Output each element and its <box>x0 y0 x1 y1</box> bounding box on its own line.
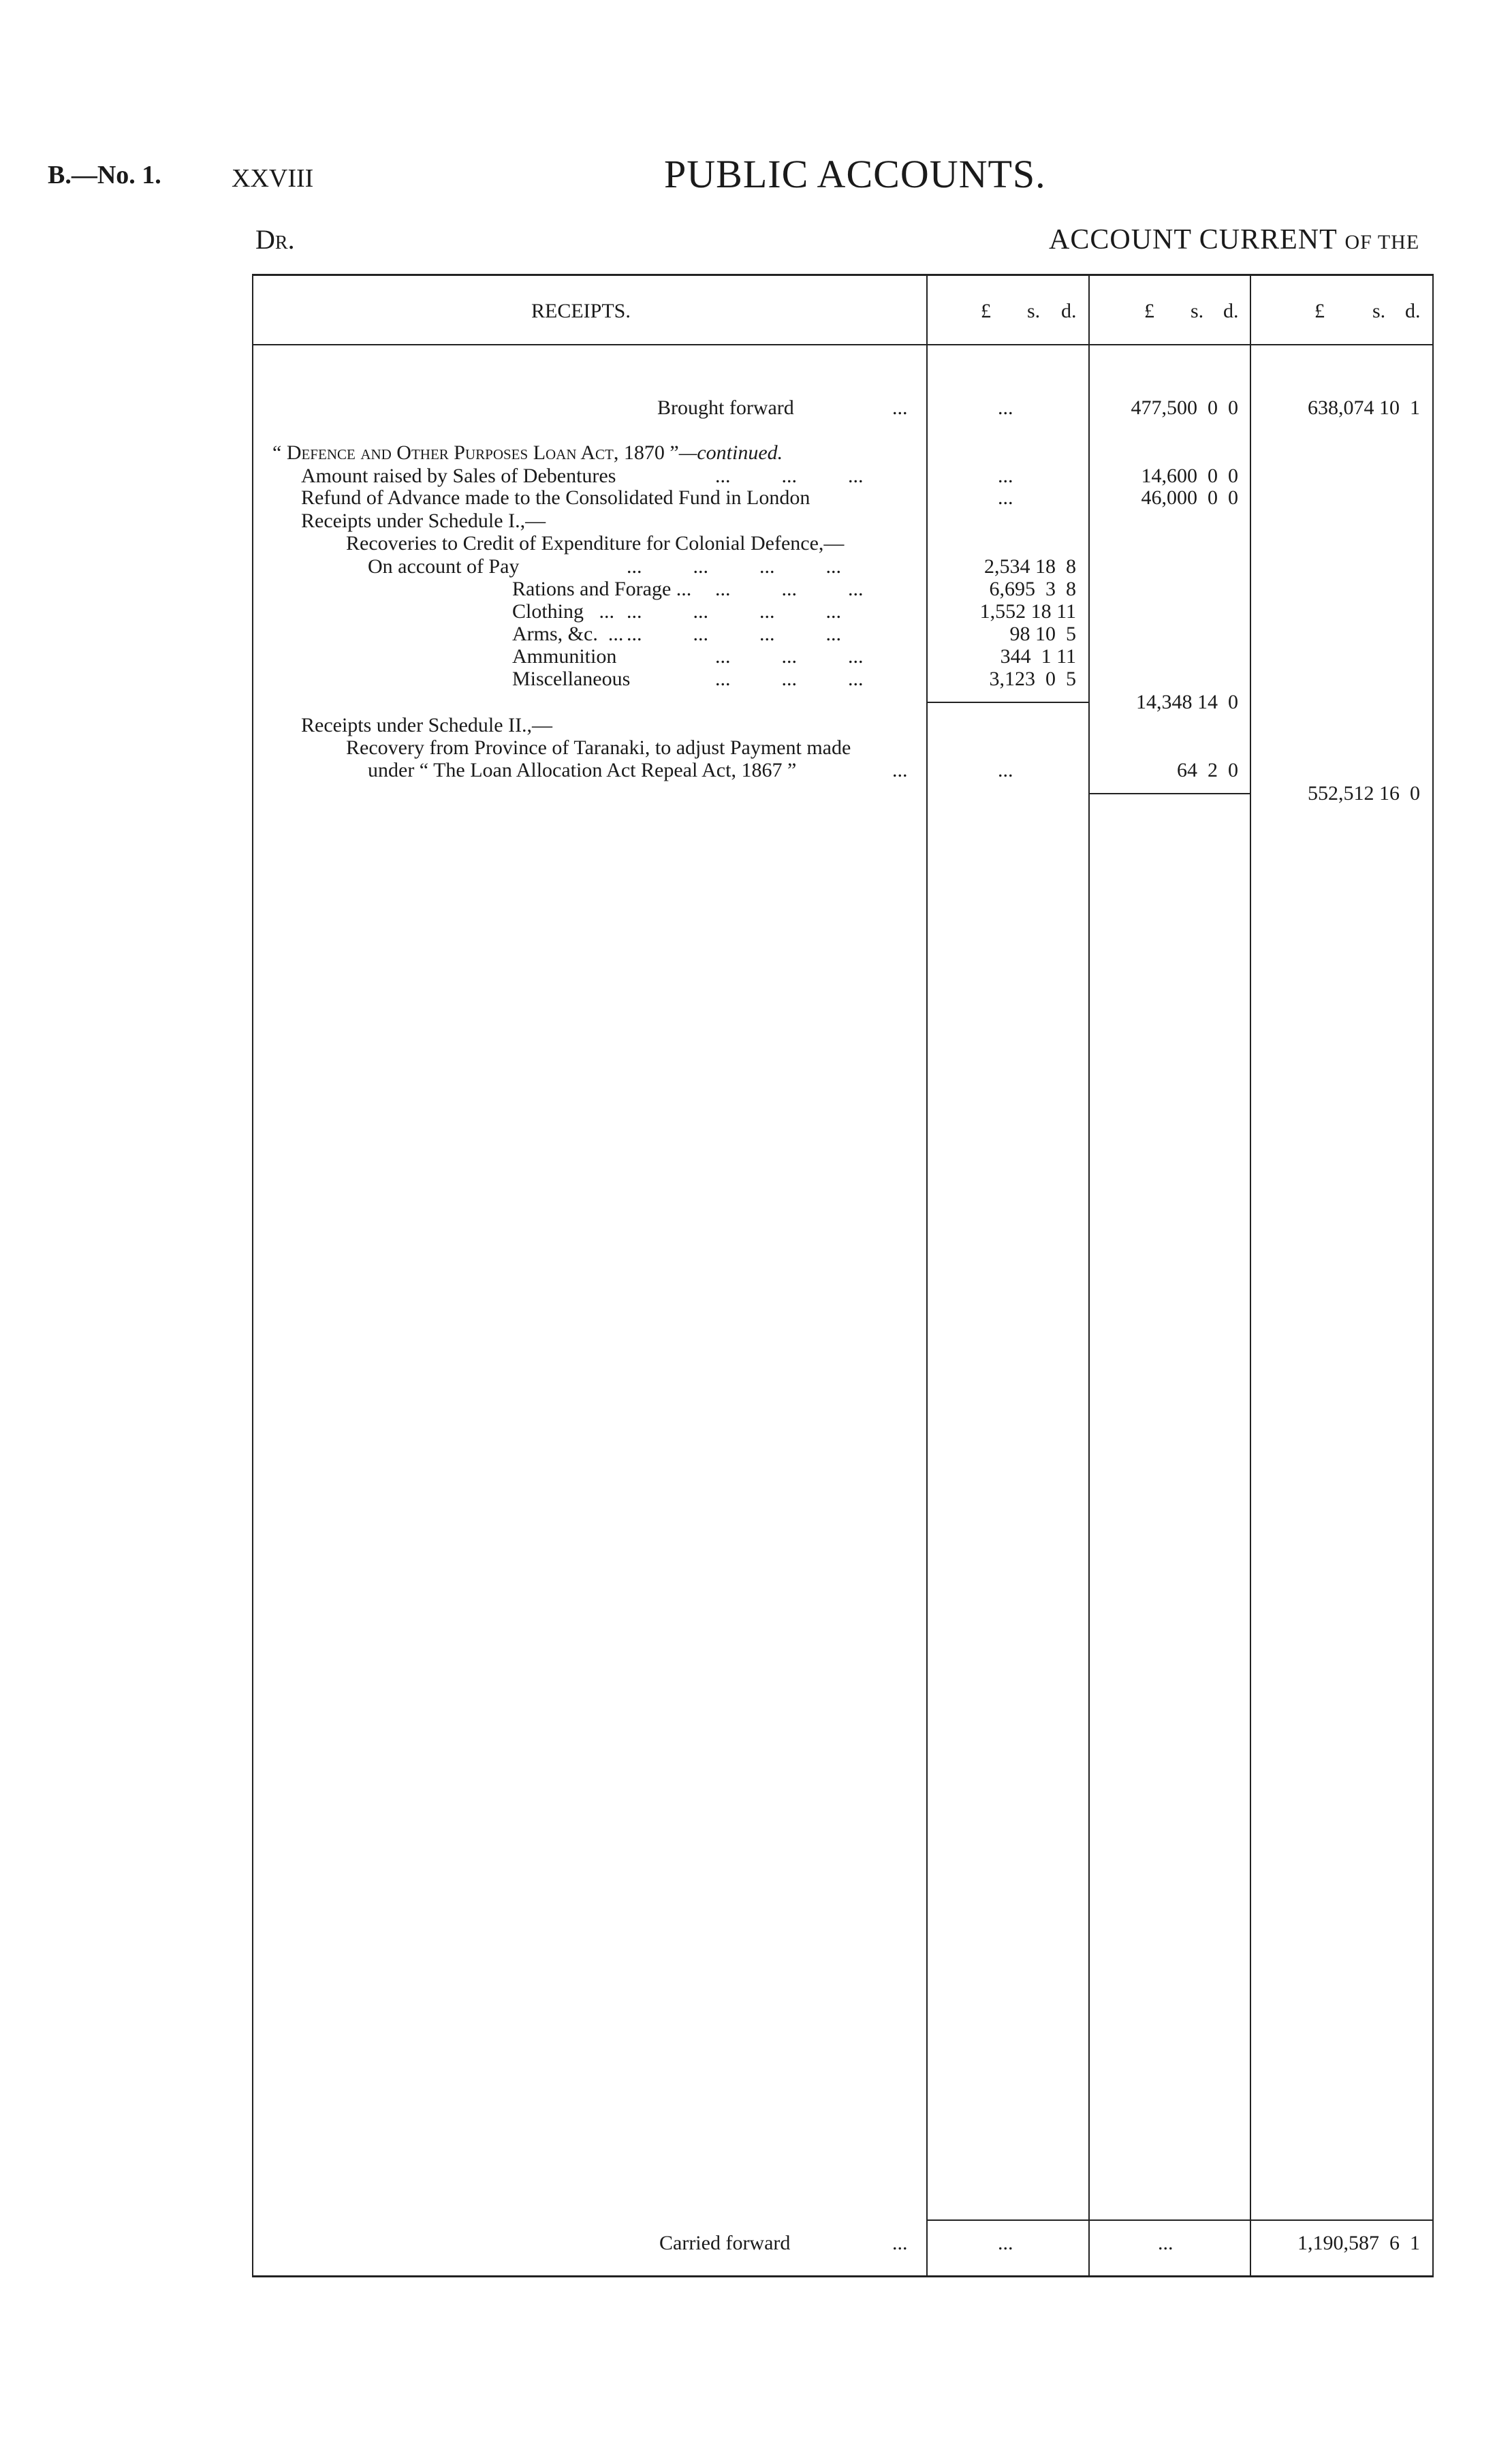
receipts-column-header: RECEIPTS. <box>531 300 631 322</box>
col2-shillings-header: s. <box>1191 300 1204 322</box>
loan-act-heading-caps: “ Defence and Other Purposes Loan Act, 1870 ” <box>272 441 679 464</box>
pay-col1: 2,534 18 8 <box>984 555 1076 578</box>
col3-shillings-header: s. <box>1372 300 1386 322</box>
section-total-rule <box>1090 793 1250 794</box>
account-heading-main: ACCOUNT CURRENT <box>1049 224 1338 255</box>
col2-pounds-header: £ <box>1144 300 1154 322</box>
col1-shillings-header: s. <box>1027 300 1041 322</box>
misc-col1: 3,123 0 5 <box>989 668 1076 690</box>
carried-forward-dots: ... <box>892 2232 908 2254</box>
col3-pence-header: d. <box>1405 300 1421 322</box>
brought-forward-col3: 638,074 10 1 <box>1308 396 1420 419</box>
taranaki-label-2: under “ The Loan Allocation Act Repeal Act, 1867 ” <box>368 759 797 781</box>
rations-col1: 6,695 3 8 <box>989 578 1076 600</box>
carried-forward-col2: ... <box>1158 2232 1174 2254</box>
col1-pounds-header: £ <box>981 300 991 322</box>
debentures-dots: ... ... ... <box>715 465 864 487</box>
table-divider-2 <box>1088 274 1090 2277</box>
carried-forward-col1: ... <box>998 2232 1013 2254</box>
ammunition-label: Ammunition <box>512 645 617 668</box>
table-header-rule <box>252 344 1434 345</box>
arms-col1: 98 10 5 <box>1009 623 1076 645</box>
table-top-rule <box>252 274 1434 276</box>
recoveries-label: Recoveries to Credit of Expenditure for Colonial Defence,— <box>346 532 845 555</box>
clothing-label: Clothing ... <box>512 600 615 623</box>
loan-act-heading-continued: —continued. <box>678 441 783 464</box>
rations-label: Rations and Forage ... <box>512 578 692 600</box>
carried-forward-label: Carried forward <box>659 2232 791 2254</box>
clothing-dots: ... ... ... ... <box>627 600 841 623</box>
table-left-border <box>252 274 253 2277</box>
brought-forward-dots: ... <box>892 396 908 419</box>
refund-col1: ... <box>998 486 1013 509</box>
brought-forward-col1: ... <box>998 396 1013 419</box>
arms-label: Arms, &c. ... <box>512 623 624 645</box>
page-title: PUBLIC ACCOUNTS. <box>664 152 1046 196</box>
taranaki-col2: 64 2 0 <box>1177 759 1238 781</box>
table-bottom-rule <box>252 2275 1434 2277</box>
brought-forward-col2: 477,500 0 0 <box>1131 396 1238 419</box>
table-right-border <box>1432 274 1434 2277</box>
debentures-label: Amount raised by Sales of Debentures <box>301 465 616 487</box>
debentures-col2: 14,600 0 0 <box>1141 465 1238 487</box>
document-reference: B.—No. 1. <box>48 161 161 189</box>
loan-act-heading <box>272 441 783 465</box>
taranaki-dots: ... <box>892 759 908 781</box>
clothing-col1: 1,552 18 11 <box>979 600 1076 623</box>
debit-label: Dr. <box>255 224 295 255</box>
schedule2-label: Receipts under Schedule II.,— <box>301 714 553 736</box>
schedule1-total-col2: 14,348 14 0 <box>1136 691 1238 713</box>
section-total-col3: 552,512 16 0 <box>1308 782 1420 805</box>
table-divider-3 <box>1250 274 1251 2277</box>
carried-forward-col3: 1,190,587 6 1 <box>1297 2232 1420 2254</box>
col2-pence-header: d. <box>1223 300 1239 322</box>
rations-dots: ... ... ... <box>715 578 864 600</box>
carried-forward-rule-col2 <box>1090 2219 1250 2221</box>
taranaki-label-1: Recovery from Province of Taranaki, to adjust Payment made <box>346 736 851 759</box>
ammunition-col1: 344 1 11 <box>1000 645 1076 668</box>
refund-col2: 46,000 0 0 <box>1141 486 1238 509</box>
page-number: XXVIII <box>232 164 314 193</box>
col1-pence-header: d. <box>1061 300 1077 322</box>
table-divider-1 <box>926 274 928 2277</box>
ammunition-dots: ... ... ... <box>715 645 864 668</box>
pay-label: On account of Pay <box>368 555 520 578</box>
carried-forward-rule-col3 <box>1251 2219 1432 2221</box>
refund-label: Refund of Advance made to the Consolidated Fund in London <box>301 486 810 509</box>
arms-dots: ... ... ... ... <box>627 623 841 645</box>
misc-dots: ... ... ... <box>715 668 864 690</box>
brought-forward-label: Brought forward <box>657 396 794 419</box>
account-heading <box>1049 223 1419 256</box>
col3-pounds-header: £ <box>1314 300 1325 322</box>
carried-forward-rule-col1 <box>928 2219 1088 2221</box>
account-heading-suffix: OF THE <box>1344 231 1420 253</box>
pay-dots: ... ... ... ... <box>627 555 841 578</box>
schedule1-subtotal-rule <box>928 702 1088 703</box>
debentures-col1: ... <box>998 465 1013 487</box>
schedule1-label: Receipts under Schedule I.,— <box>301 510 546 532</box>
taranaki-col1: ... <box>998 759 1013 781</box>
misc-label: Miscellaneous <box>512 668 631 690</box>
